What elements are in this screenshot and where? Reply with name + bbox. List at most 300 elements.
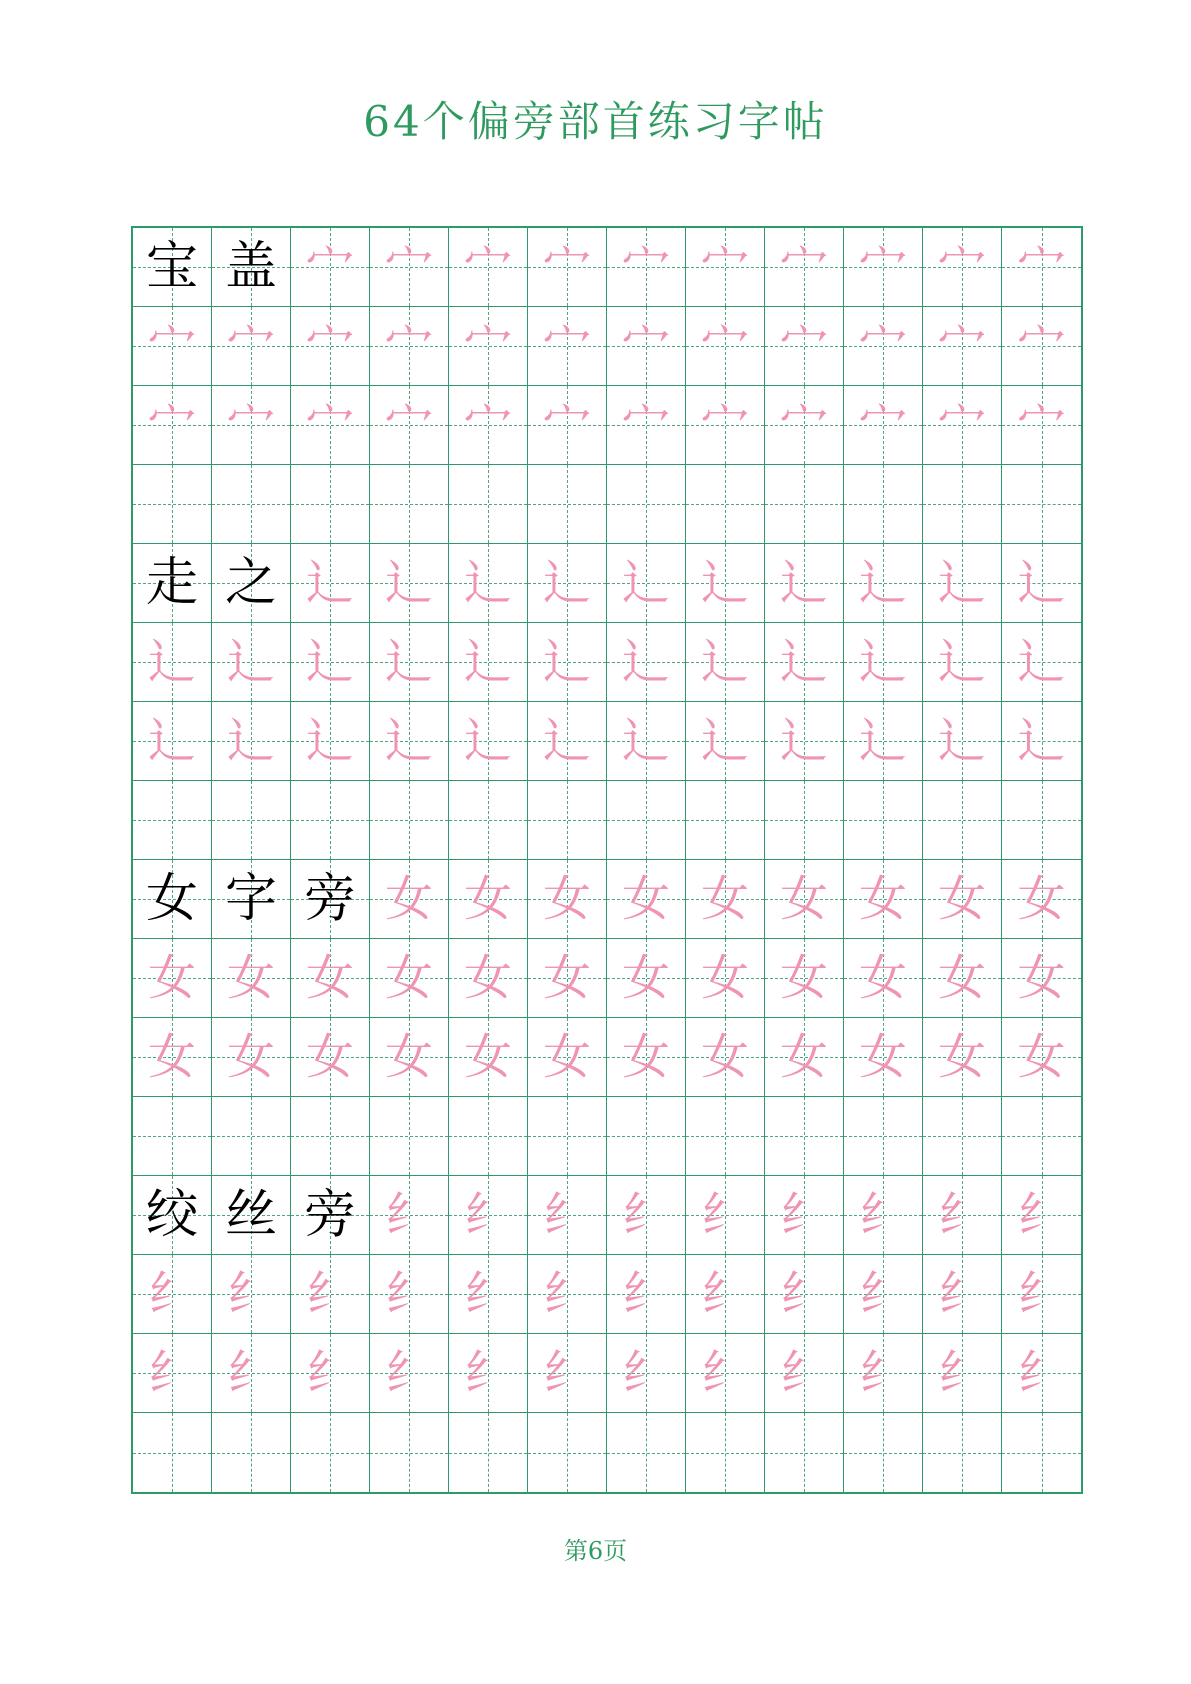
grid-cell xyxy=(686,1097,765,1176)
trace-character: 纟 xyxy=(147,1266,196,1322)
trace-character: 宀 xyxy=(700,239,749,295)
grid-cell xyxy=(923,702,1002,781)
grid-cell xyxy=(765,386,844,465)
trace-character: 女 xyxy=(542,1029,591,1085)
trace-character: 宀 xyxy=(937,397,986,453)
grid-cell xyxy=(607,465,686,544)
trace-character: 女 xyxy=(226,950,275,1006)
trace-character: 纟 xyxy=(858,1187,907,1243)
grid-cell xyxy=(686,939,765,1018)
grid-cell xyxy=(765,1413,844,1492)
trace-character: 辶 xyxy=(858,634,907,690)
grid-cell xyxy=(923,1413,1002,1492)
grid-cell xyxy=(212,465,291,544)
grid-cell xyxy=(844,544,923,623)
grid-cell xyxy=(1002,939,1081,1018)
trace-character: 辶 xyxy=(937,634,986,690)
trace-character: 女 xyxy=(1017,950,1066,1006)
grid-cell xyxy=(607,623,686,702)
trace-character: 纟 xyxy=(384,1187,433,1243)
grid-cell xyxy=(370,702,449,781)
grid-cell xyxy=(844,1176,923,1255)
grid-cell xyxy=(291,307,370,386)
model-character: 旁 xyxy=(303,869,356,929)
grid-cell xyxy=(212,860,291,939)
trace-character: 女 xyxy=(779,950,828,1006)
trace-character: 女 xyxy=(700,950,749,1006)
trace-character: 女 xyxy=(937,871,986,927)
grid-cell xyxy=(291,465,370,544)
trace-character: 宀 xyxy=(463,397,512,453)
grid-cell xyxy=(1002,1413,1081,1492)
grid-cell xyxy=(607,939,686,1018)
trace-character: 宀 xyxy=(226,318,275,374)
grid-cell xyxy=(528,781,607,860)
grid-cell xyxy=(765,1255,844,1334)
grid-cell xyxy=(528,228,607,307)
grid-cell xyxy=(528,465,607,544)
practice-grid xyxy=(131,226,1083,1494)
trace-character: 女 xyxy=(1017,1029,1066,1085)
grid-cell xyxy=(212,228,291,307)
trace-character: 纟 xyxy=(305,1266,354,1322)
grid-cell xyxy=(133,1334,212,1413)
grid-cell xyxy=(370,307,449,386)
grid-cell xyxy=(212,781,291,860)
trace-character: 女 xyxy=(779,871,828,927)
grid-cell xyxy=(291,544,370,623)
trace-character: 辶 xyxy=(463,555,512,611)
trace-character: 纟 xyxy=(463,1187,512,1243)
grid-cell xyxy=(607,307,686,386)
grid-cell xyxy=(765,860,844,939)
trace-character: 纟 xyxy=(700,1187,749,1243)
grid-cell xyxy=(765,1334,844,1413)
grid-cell xyxy=(449,1413,528,1492)
grid-cell xyxy=(1002,228,1081,307)
grid-cell xyxy=(923,1018,1002,1097)
grid-cell xyxy=(212,1097,291,1176)
grid-cell xyxy=(844,1334,923,1413)
grid-cell xyxy=(686,860,765,939)
trace-character: 纟 xyxy=(937,1266,986,1322)
grid-cell xyxy=(133,1097,212,1176)
grid-cell xyxy=(923,1097,1002,1176)
grid-cell xyxy=(686,544,765,623)
grid-cell xyxy=(212,623,291,702)
trace-character: 辶 xyxy=(779,555,828,611)
grid-cell xyxy=(291,1018,370,1097)
grid-cell xyxy=(844,939,923,1018)
grid-cell xyxy=(449,1334,528,1413)
grid-cell xyxy=(923,623,1002,702)
grid-cell xyxy=(133,1255,212,1334)
grid-cell xyxy=(133,1018,212,1097)
trace-character: 宀 xyxy=(1017,397,1066,453)
trace-character: 辶 xyxy=(779,713,828,769)
trace-character: 宀 xyxy=(858,239,907,295)
trace-character: 辶 xyxy=(542,713,591,769)
grid-cell xyxy=(291,1255,370,1334)
grid-cell xyxy=(370,1018,449,1097)
grid-cell xyxy=(528,1255,607,1334)
grid-cell xyxy=(291,1097,370,1176)
grid-cell xyxy=(370,781,449,860)
grid-cell xyxy=(844,1018,923,1097)
trace-character: 宀 xyxy=(542,397,591,453)
grid-cell xyxy=(765,307,844,386)
trace-character: 女 xyxy=(700,871,749,927)
grid-cell xyxy=(449,1176,528,1255)
grid-cell xyxy=(686,386,765,465)
grid-cell xyxy=(133,228,212,307)
grid-cell xyxy=(528,307,607,386)
trace-character: 辶 xyxy=(779,634,828,690)
grid-cell xyxy=(1002,544,1081,623)
grid-cell xyxy=(212,544,291,623)
trace-character: 宀 xyxy=(621,397,670,453)
model-character: 丝 xyxy=(224,1185,277,1245)
grid-cell xyxy=(686,465,765,544)
grid-cell xyxy=(449,1018,528,1097)
grid-cell xyxy=(370,939,449,1018)
trace-character: 宀 xyxy=(147,397,196,453)
grid-cell xyxy=(923,386,1002,465)
grid-cell xyxy=(607,1176,686,1255)
model-character: 盖 xyxy=(224,237,277,297)
trace-character: 纟 xyxy=(937,1345,986,1401)
model-character: 之 xyxy=(224,553,277,613)
trace-character: 女 xyxy=(700,1029,749,1085)
grid-cell xyxy=(686,228,765,307)
grid-cell xyxy=(449,623,528,702)
grid-cell xyxy=(449,781,528,860)
grid-cell xyxy=(1002,307,1081,386)
grid-cell xyxy=(923,860,1002,939)
trace-character: 女 xyxy=(463,950,512,1006)
trace-character: 纟 xyxy=(779,1345,828,1401)
grid-cell xyxy=(449,860,528,939)
trace-character: 宀 xyxy=(1017,239,1066,295)
trace-character: 女 xyxy=(384,1029,433,1085)
grid-cell xyxy=(765,1018,844,1097)
grid-cell xyxy=(291,939,370,1018)
trace-character: 纟 xyxy=(621,1345,670,1401)
grid-cell xyxy=(291,702,370,781)
trace-character: 纟 xyxy=(542,1345,591,1401)
trace-character: 宀 xyxy=(384,239,433,295)
trace-character: 纟 xyxy=(858,1345,907,1401)
trace-character: 辶 xyxy=(542,634,591,690)
grid-cell xyxy=(1002,702,1081,781)
grid-cell xyxy=(686,1018,765,1097)
trace-character: 纟 xyxy=(384,1345,433,1401)
trace-character: 宀 xyxy=(384,397,433,453)
trace-character: 女 xyxy=(147,1029,196,1085)
grid-cell xyxy=(686,623,765,702)
trace-character: 女 xyxy=(542,950,591,1006)
grid-cell xyxy=(765,623,844,702)
trace-character: 辶 xyxy=(305,713,354,769)
grid-cell xyxy=(212,1176,291,1255)
trace-character: 女 xyxy=(542,871,591,927)
trace-character: 纟 xyxy=(1017,1187,1066,1243)
trace-character: 宀 xyxy=(700,397,749,453)
trace-character: 女 xyxy=(937,950,986,1006)
grid-cell xyxy=(607,781,686,860)
grid-cell xyxy=(607,228,686,307)
grid-cell xyxy=(449,1097,528,1176)
trace-character: 宀 xyxy=(384,318,433,374)
grid-cell xyxy=(923,1255,1002,1334)
trace-character: 辶 xyxy=(226,713,275,769)
trace-character: 宀 xyxy=(542,239,591,295)
trace-character: 辶 xyxy=(147,713,196,769)
trace-character: 纟 xyxy=(463,1345,512,1401)
trace-character: 纟 xyxy=(226,1345,275,1401)
trace-character: 辶 xyxy=(1017,713,1066,769)
grid-cell xyxy=(844,623,923,702)
trace-character: 辶 xyxy=(700,713,749,769)
grid-cell xyxy=(449,1255,528,1334)
grid-cell xyxy=(528,1097,607,1176)
grid-cell xyxy=(765,228,844,307)
trace-character: 辶 xyxy=(305,555,354,611)
grid-cell xyxy=(607,860,686,939)
grid-cell xyxy=(686,1334,765,1413)
grid-cell xyxy=(449,386,528,465)
trace-character: 纟 xyxy=(937,1187,986,1243)
grid-cell xyxy=(844,1097,923,1176)
grid-cell xyxy=(370,386,449,465)
grid-cell xyxy=(370,544,449,623)
grid-cell xyxy=(370,1176,449,1255)
trace-character: 辶 xyxy=(858,555,907,611)
grid-cell xyxy=(291,781,370,860)
trace-character: 宀 xyxy=(700,318,749,374)
trace-character: 宀 xyxy=(305,397,354,453)
trace-character: 宀 xyxy=(463,239,512,295)
trace-character: 宀 xyxy=(779,397,828,453)
trace-character: 宀 xyxy=(779,239,828,295)
model-character: 走 xyxy=(145,553,198,613)
model-character: 字 xyxy=(224,869,277,929)
trace-character: 纟 xyxy=(542,1266,591,1322)
grid-cell xyxy=(528,702,607,781)
grid-cell xyxy=(528,1018,607,1097)
trace-character: 纟 xyxy=(779,1187,828,1243)
grid-cell xyxy=(1002,1255,1081,1334)
trace-character: 辶 xyxy=(305,634,354,690)
grid-cell xyxy=(370,623,449,702)
grid-cell xyxy=(844,465,923,544)
trace-character: 辶 xyxy=(700,634,749,690)
trace-character: 纟 xyxy=(779,1266,828,1322)
trace-character: 辶 xyxy=(384,713,433,769)
grid-cell xyxy=(844,307,923,386)
grid-cell xyxy=(370,465,449,544)
trace-character: 辶 xyxy=(1017,634,1066,690)
grid-cell xyxy=(291,1334,370,1413)
trace-character: 辶 xyxy=(621,634,670,690)
grid-cell xyxy=(923,544,1002,623)
grid-cell xyxy=(212,386,291,465)
page-number: 第6页 xyxy=(563,1537,628,1565)
grid-cell xyxy=(133,702,212,781)
trace-character: 纟 xyxy=(305,1345,354,1401)
grid-cell xyxy=(133,386,212,465)
grid-cell xyxy=(686,1413,765,1492)
grid-cell xyxy=(449,307,528,386)
grid-cell xyxy=(1002,1097,1081,1176)
grid-cell xyxy=(1002,1018,1081,1097)
grid-cell xyxy=(1002,1334,1081,1413)
grid-cell xyxy=(923,1334,1002,1413)
grid-cell xyxy=(370,1097,449,1176)
grid-cell xyxy=(449,228,528,307)
grid-cell xyxy=(686,307,765,386)
trace-character: 纟 xyxy=(858,1266,907,1322)
trace-character: 宀 xyxy=(621,318,670,374)
trace-character: 纟 xyxy=(226,1266,275,1322)
trace-character: 宀 xyxy=(305,318,354,374)
trace-character: 辶 xyxy=(147,634,196,690)
grid-cell xyxy=(923,307,1002,386)
trace-character: 辶 xyxy=(384,634,433,690)
trace-character: 辶 xyxy=(463,634,512,690)
trace-character: 纟 xyxy=(700,1266,749,1322)
grid-cell xyxy=(765,1097,844,1176)
grid-cell xyxy=(291,1176,370,1255)
trace-character: 女 xyxy=(937,1029,986,1085)
grid-cell xyxy=(844,228,923,307)
grid-cell xyxy=(765,465,844,544)
grid-cell xyxy=(765,544,844,623)
trace-character: 辶 xyxy=(621,555,670,611)
grid-cell xyxy=(844,1255,923,1334)
trace-character: 女 xyxy=(305,950,354,1006)
trace-character: 宀 xyxy=(463,318,512,374)
grid-cell xyxy=(528,544,607,623)
grid-cell xyxy=(1002,1176,1081,1255)
grid-cell xyxy=(607,702,686,781)
grid-cell xyxy=(291,623,370,702)
trace-character: 辶 xyxy=(384,555,433,611)
grid-cell xyxy=(1002,623,1081,702)
grid-cell xyxy=(212,939,291,1018)
grid-cell xyxy=(133,623,212,702)
grid-cell xyxy=(607,1413,686,1492)
grid-cell xyxy=(528,386,607,465)
trace-character: 辶 xyxy=(937,555,986,611)
trace-character: 辶 xyxy=(621,713,670,769)
model-character: 女 xyxy=(145,869,198,929)
trace-character: 宀 xyxy=(858,397,907,453)
grid-cell xyxy=(765,1176,844,1255)
grid-cell xyxy=(607,1334,686,1413)
grid-cell xyxy=(133,781,212,860)
trace-character: 辶 xyxy=(542,555,591,611)
grid-cell xyxy=(133,307,212,386)
grid-cell xyxy=(212,1413,291,1492)
grid-cell xyxy=(765,781,844,860)
trace-character: 纟 xyxy=(621,1187,670,1243)
trace-character: 宀 xyxy=(858,318,907,374)
trace-character: 女 xyxy=(621,871,670,927)
trace-character: 女 xyxy=(858,871,907,927)
trace-character: 女 xyxy=(226,1029,275,1085)
trace-character: 宀 xyxy=(779,318,828,374)
grid-cell xyxy=(686,702,765,781)
grid-cell xyxy=(370,1413,449,1492)
grid-cell xyxy=(133,1176,212,1255)
trace-character: 宀 xyxy=(937,318,986,374)
grid-cell xyxy=(1002,860,1081,939)
grid-cell xyxy=(923,939,1002,1018)
page-title: 64个偏旁部首练习字帖 xyxy=(363,97,828,146)
trace-character: 纟 xyxy=(1017,1266,1066,1322)
grid-cell xyxy=(923,1176,1002,1255)
grid-cell xyxy=(844,386,923,465)
grid-cell xyxy=(212,1334,291,1413)
grid-cell xyxy=(686,1176,765,1255)
grid-cell xyxy=(370,1255,449,1334)
grid-cell xyxy=(607,1018,686,1097)
grid-cell xyxy=(607,386,686,465)
trace-character: 纟 xyxy=(621,1266,670,1322)
grid-cell xyxy=(212,1018,291,1097)
grid-cell xyxy=(923,781,1002,860)
grid-cell xyxy=(607,1097,686,1176)
trace-character: 女 xyxy=(621,1029,670,1085)
trace-character: 女 xyxy=(1017,871,1066,927)
grid-cell xyxy=(686,1255,765,1334)
grid-cell xyxy=(686,781,765,860)
trace-character: 宀 xyxy=(542,318,591,374)
grid-cell xyxy=(133,1413,212,1492)
trace-character: 纟 xyxy=(147,1345,196,1401)
trace-character: 辶 xyxy=(226,634,275,690)
trace-character: 女 xyxy=(858,950,907,1006)
trace-character: 女 xyxy=(621,950,670,1006)
trace-character: 纟 xyxy=(542,1187,591,1243)
grid-cell xyxy=(370,860,449,939)
trace-character: 辶 xyxy=(463,713,512,769)
grid-cell xyxy=(844,702,923,781)
model-character: 宝 xyxy=(145,237,198,297)
grid-cell xyxy=(291,1413,370,1492)
trace-character: 女 xyxy=(779,1029,828,1085)
trace-character: 纟 xyxy=(384,1266,433,1322)
grid-cell xyxy=(212,307,291,386)
grid-cell xyxy=(923,228,1002,307)
grid-cell xyxy=(212,702,291,781)
trace-character: 女 xyxy=(463,871,512,927)
grid-cell xyxy=(844,781,923,860)
grid-cell xyxy=(607,544,686,623)
grid-cell xyxy=(133,939,212,1018)
trace-character: 女 xyxy=(858,1029,907,1085)
grid-cell xyxy=(1002,386,1081,465)
grid-cell xyxy=(291,386,370,465)
trace-character: 纟 xyxy=(700,1345,749,1401)
trace-character: 辶 xyxy=(700,555,749,611)
trace-character: 女 xyxy=(305,1029,354,1085)
trace-character: 女 xyxy=(384,871,433,927)
grid-cell xyxy=(528,860,607,939)
grid-cell xyxy=(370,228,449,307)
trace-character: 女 xyxy=(463,1029,512,1085)
